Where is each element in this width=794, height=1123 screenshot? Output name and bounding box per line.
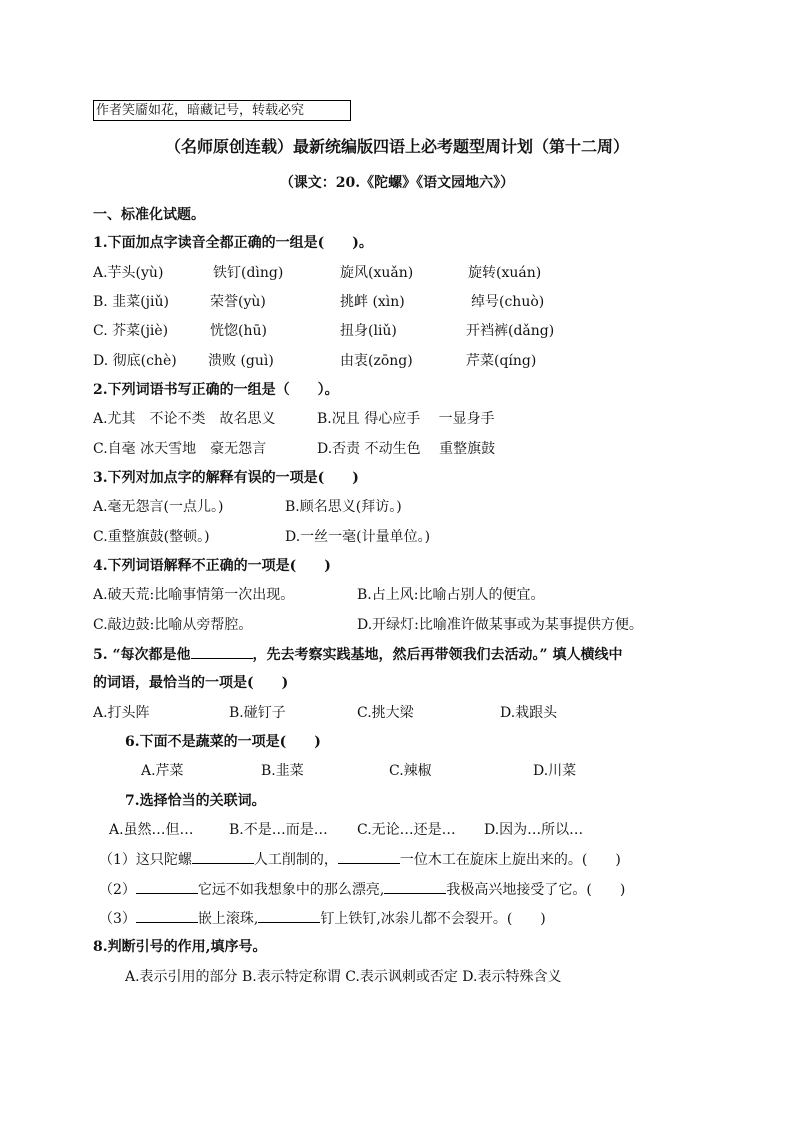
q4-option: D.开绿灯:比喻准许做某事或为某事提供方便。 (357, 617, 643, 633)
q2-stem: 2.下列词语书写正确的一组是（ ）。 (93, 382, 339, 398)
q3-option: B.顾名思义(拜访。) (285, 499, 402, 515)
q6-option: B.韭菜 (261, 763, 304, 779)
q4-option: A.破天荒:比喻事情第一次出现。 (93, 587, 295, 603)
sentence-part: 它远不如我想象中的那么漂亮, (197, 882, 385, 898)
q5-option: A.打头阵 (93, 705, 150, 721)
q3-option: D.一丝一毫(计量单位。) (285, 529, 431, 545)
q1-option: 挑衅 (xìn) (340, 294, 405, 310)
q1-option: 旋转(xuán) (468, 265, 542, 281)
q3-option: C.重整旗鼓(整顿。) (93, 529, 210, 545)
q1-option: D. 彻底(chè) (93, 353, 177, 369)
q1-option: 开裆裤(dǎng) (466, 323, 555, 339)
answer-blank (136, 909, 198, 923)
copyright-notice-box: 作者笑靥如花，暗藏记号，转载必究 (93, 100, 351, 121)
answer-blank (192, 850, 254, 864)
q4-stem: 4.下列词语解释不正确的一项是( ) (93, 558, 331, 574)
q7-sentence-2 (99, 880, 625, 899)
q5-option: C.挑大梁 (357, 705, 414, 721)
q7-stem: 7.选择恰当的关联词。 (125, 793, 266, 809)
q5-stem-part: ，先去考察实践基地，然后再带领我们去活动。” 填人横线中 (252, 647, 623, 663)
q7-option: A.虽然…但… (109, 822, 194, 838)
q3-stem: 3.下列对加点字的解释有误的一项是( ) (93, 470, 359, 486)
sentence-part: 我极高兴地接受了它。( ) (446, 882, 626, 898)
q2-option: A.尤其 不论不类 故名思义 (93, 411, 276, 427)
q7-option: D.因为…所以… (484, 822, 584, 838)
q1-option: 恍惚(hū) (210, 323, 267, 339)
q2-option: D.否责 不动生色 重整旗鼓 (317, 441, 496, 457)
q7-option: B.不是…而是… (229, 822, 328, 838)
q1-option: 扭身(liǔ) (340, 323, 397, 339)
q7-sentence-1 (99, 850, 621, 869)
q1-option: C. 芥菜(jiè) (93, 323, 169, 339)
answer-blank (338, 850, 400, 864)
page-subtitle: （课文：20.《陀螺》《语文园地六》） (279, 175, 515, 191)
page-title: （名师原创连载）最新统编版四语上必考题型周计划（第十二周） (164, 137, 629, 156)
q1-option: B. 韭菜(jiǔ) (93, 294, 169, 310)
q8-stem: 8.判断引号的作用,填序号。 (93, 939, 267, 955)
q8-options: A.表示引用的部分 B.表示特定称谓 C.表示讽刺或否定 D.表示特殊含义 (125, 969, 562, 985)
q5-stem-part: 5. “每次都是他 (93, 647, 191, 663)
q3-option: A.毫无怨言(一点儿。) (93, 499, 224, 515)
q1-option: 荣誉(yù) (210, 294, 266, 310)
answer-blank (191, 645, 253, 659)
q4-option: C.敲边鼓:比喻从旁帮腔。 (93, 617, 253, 633)
answer-blank (384, 880, 446, 894)
q1-stem: 1.下面加点字读音全都正确的一组是( )。 (93, 235, 373, 251)
sentence-part: （1）这只陀螺 (99, 852, 192, 868)
q1-option: 芹菜(qíng) (466, 353, 537, 369)
q6-option: A.芹菜 (141, 763, 184, 779)
q2-option: B.况且 得心应手 一显身手 (317, 411, 495, 427)
section-heading: 一、标准化试题。 (93, 207, 205, 223)
sentence-part: 一位木工在旋床上旋出来的。( ) (399, 852, 621, 868)
q1-option: 溃败 (guì) (208, 353, 274, 369)
answer-blank (136, 880, 198, 894)
q1-option: 铁钉(dìng) (213, 265, 284, 281)
sentence-part: 人工削制的， (253, 852, 338, 868)
q6-option: C.辣椒 (389, 763, 432, 779)
q1-option: 旋风(xuǎn) (340, 265, 414, 281)
q5-option: D.栽跟头 (500, 705, 558, 721)
sentence-part: （3） (99, 911, 136, 927)
q4-option: B.占上风:比喻占别人的便宜。 (357, 587, 545, 603)
q7-option: C.无论…还是… (357, 822, 456, 838)
q7-sentence-3 (99, 909, 546, 928)
sentence-part: 钉上铁钉,冰尜儿都不会裂开。( ) (320, 911, 546, 927)
q6-option: D.川菜 (533, 763, 577, 779)
q5-option: B.碰钉子 (229, 705, 286, 721)
q6-stem: 6.下面不是蔬菜的一项是( ) (125, 734, 321, 750)
sentence-part: （2） (99, 882, 136, 898)
q1-option: 由衷(zōng) (340, 353, 413, 369)
q5-stem-cont: 的词语，最恰当的一项是( ) (93, 675, 289, 691)
q5-stem (93, 645, 622, 664)
answer-blank (258, 909, 320, 923)
q2-option: C.自毫 冰天雪地 豪无怨言 (93, 441, 267, 457)
q1-option: 绰号(chuò) (471, 294, 545, 310)
q1-option: A.芋头(yù) (93, 265, 164, 281)
sentence-part: 嵌上滚珠, (197, 911, 259, 927)
